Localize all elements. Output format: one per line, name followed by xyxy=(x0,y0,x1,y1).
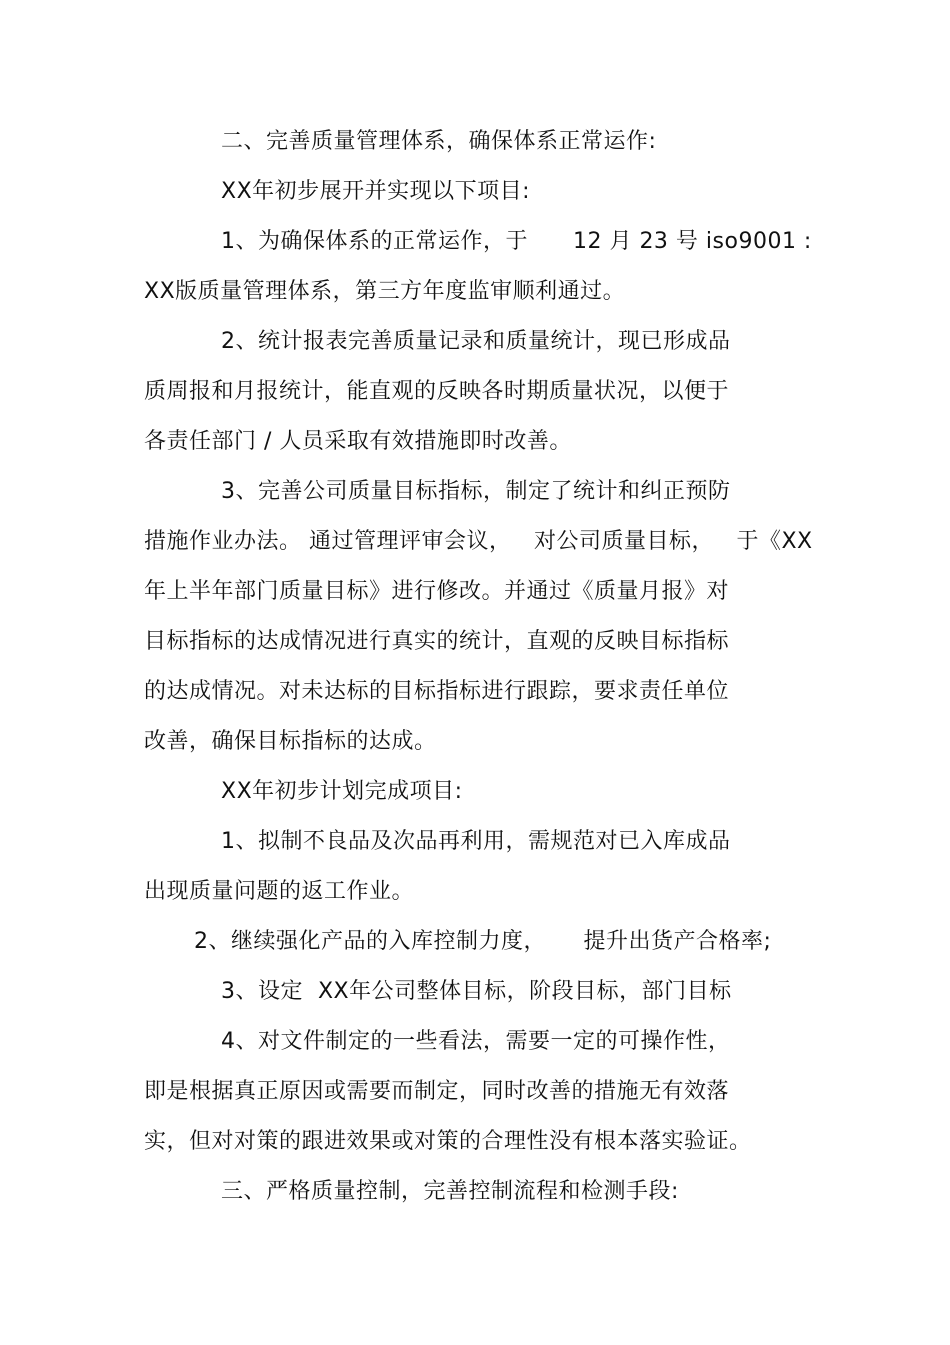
section-heading-3: 三、严格质量控制，完善控制流程和检测手段: xyxy=(221,1179,679,1204)
paragraph-line: 3、完善公司质量目标指标，制定了统计和纠正预防 xyxy=(221,479,731,504)
paragraph-line: XX年初步展开并实现以下项目: xyxy=(221,179,531,204)
paragraph-line: 各责任部门 / 人员采取有效措施即时改善。 xyxy=(144,429,572,454)
paragraph-line: 改善，确保目标指标的达成。 xyxy=(144,729,437,754)
paragraph-line: 1、为确保体系的正常运作，于 12 月 23 号 iso9001 : xyxy=(221,229,812,254)
paragraph-line: 即是根据真正原因或需要而制定，同时改善的措施无有效落 xyxy=(144,1079,730,1104)
paragraph-line: 年上半年部门质量目标》进行修改。并通过《质量月报》对 xyxy=(144,579,730,604)
paragraph-line: 1、拟制不良品及次品再利用，需规范对已入库成品 xyxy=(221,829,731,854)
paragraph-line: 2、继续强化产品的入库控制力度， 提升出货产合格率; xyxy=(194,929,772,954)
paragraph-line: XX版质量管理体系，第三方年度监审顺利通过。 xyxy=(144,279,626,304)
paragraph-line: 出现质量问题的返工作业。 xyxy=(144,879,415,904)
paragraph-line: 3、设定 XX年公司整体目标，阶段目标，部门目标 xyxy=(221,979,732,1004)
paragraph-line: 措施作业办法。 通过管理评审会议， 对公司质量目标， 于《XX xyxy=(144,529,813,554)
paragraph-line: XX年初步计划完成项目: xyxy=(221,779,463,804)
paragraph-line: 2、统计报表完善质量记录和质量统计，现已形成品 xyxy=(221,329,731,354)
paragraph-line: 的达成情况。对未达标的目标指标进行跟踪，要求责任单位 xyxy=(144,679,730,704)
paragraph-line: 质周报和月报统计，能直观的反映各时期质量状况，以便于 xyxy=(144,379,730,404)
section-heading-2: 二、完善质量管理体系，确保体系正常运作: xyxy=(221,129,657,154)
paragraph-line: 目标指标的达成情况进行真实的统计，直观的反映目标指标 xyxy=(144,629,730,654)
paragraph-line: 实，但对对策的跟进效果或对策的合理性没有根本落实验证。 xyxy=(144,1129,752,1154)
paragraph-line: 4、对文件制定的一些看法，需要一定的可操作性， xyxy=(221,1029,731,1054)
